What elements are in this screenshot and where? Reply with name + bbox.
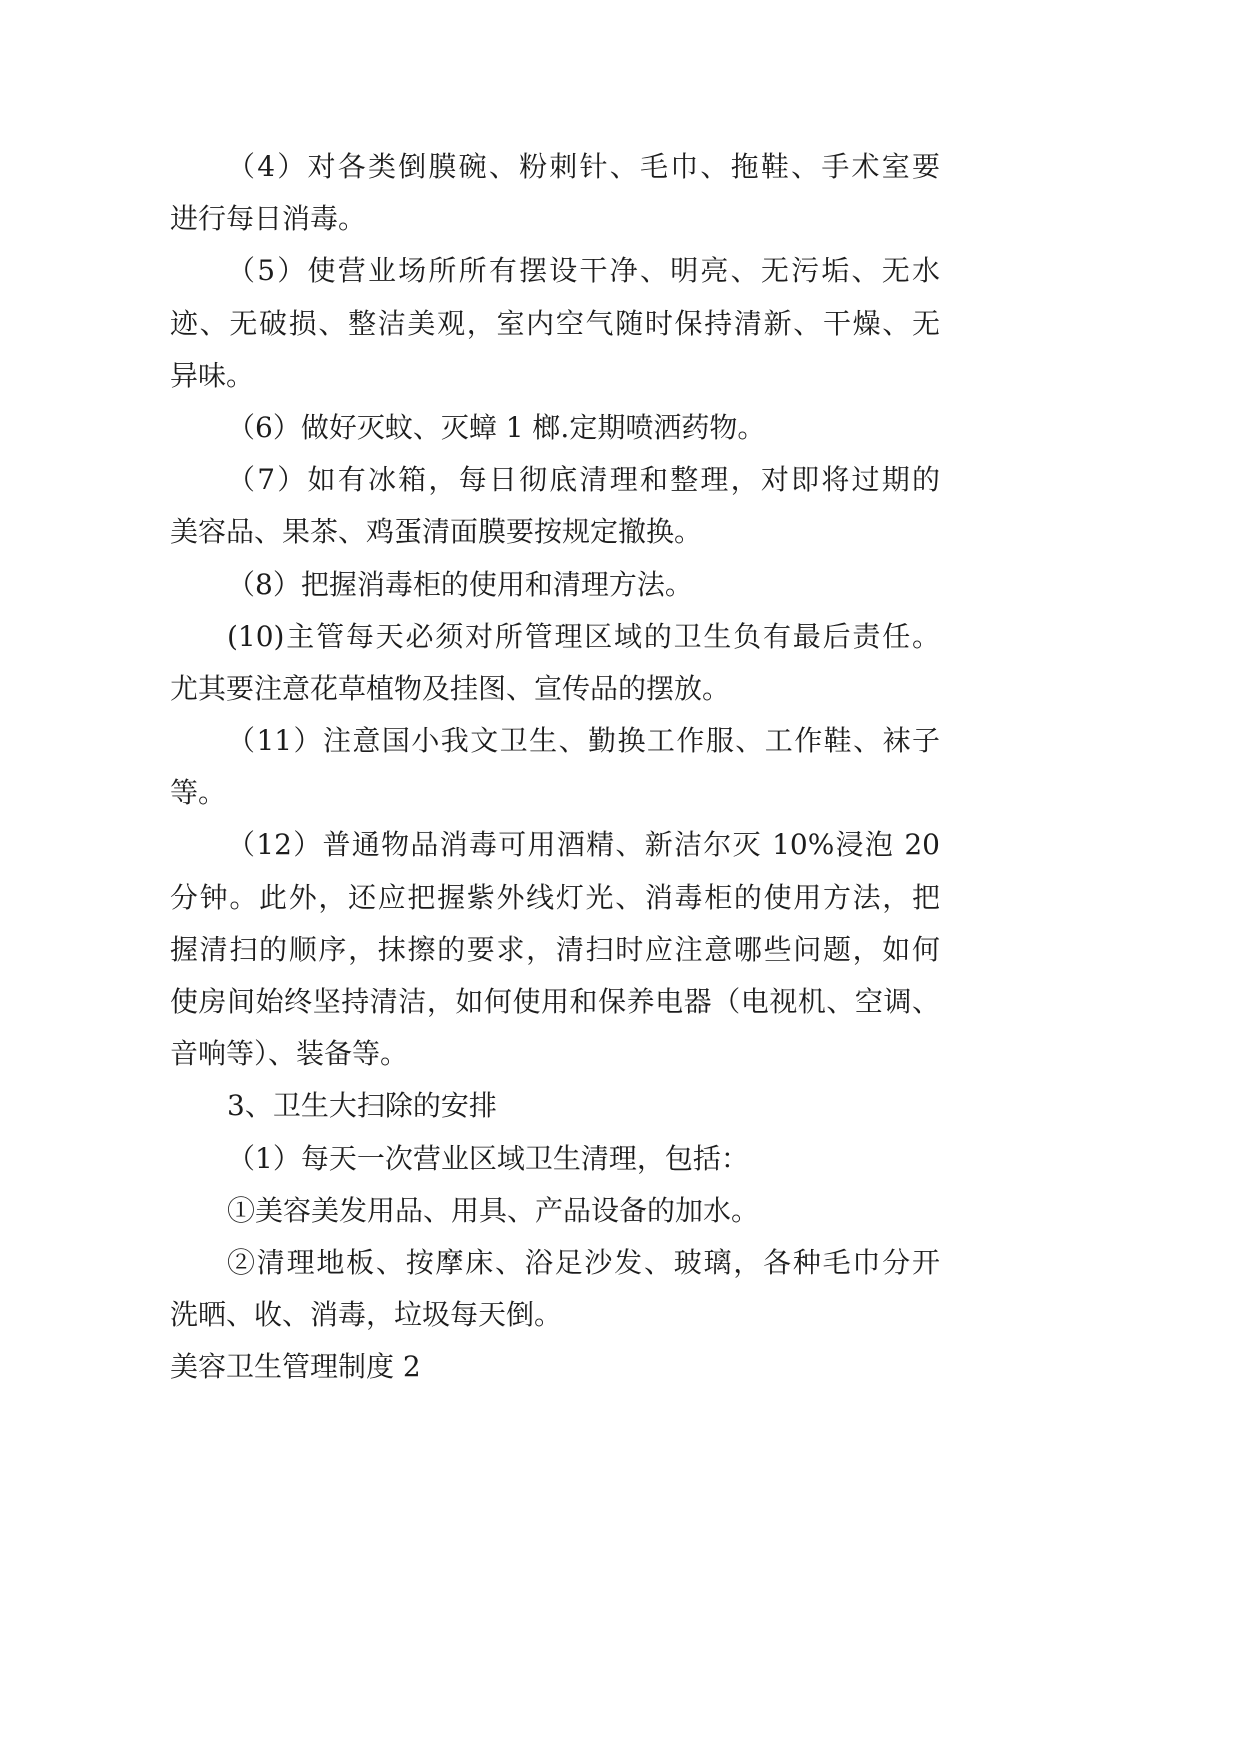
paragraph-item-6 — [170, 402, 940, 454]
paragraph-line: （12）普通物品消毒可用酒精、新洁尔灭 10%浸泡 20 — [227, 828, 940, 862]
paragraph-item-12 — [170, 819, 940, 1080]
paragraph-line: （1）每天一次营业区域卫生清理，包括： — [227, 1141, 749, 1175]
paragraph-item-1 — [170, 1133, 940, 1185]
paragraph-line: 等。 — [170, 776, 227, 810]
paragraph-line: （6）做好灭蚊、灭蟑 1 榔.定期喷洒药物。 — [227, 410, 766, 444]
paragraph-line: 进行每日消毒。 — [170, 202, 367, 236]
paragraph-line: (10)主管每天必须对所管理区域的卫生负有最后责任。 — [227, 619, 940, 653]
paragraph-item-10 — [170, 611, 940, 715]
paragraph-item-4 — [170, 141, 940, 245]
paragraph-line: 音响等）、装备等。 — [170, 1037, 409, 1071]
paragraph-line: （5）使营业场所所有摆设干净、明亮、无污垢、无水 — [227, 254, 940, 288]
paragraph-line: （4）对各类倒膜碗、粉刺针、毛巾、拖鞋、手术室要 — [227, 150, 940, 183]
paragraph-line: 尤其要注意花草植物及挂图、宣传品的摆放。 — [170, 671, 731, 705]
paragraph-item-5 — [170, 245, 940, 402]
paragraph-item-8 — [170, 559, 940, 611]
section-heading-text: 美容卫生管理制度 2 — [170, 1350, 421, 1384]
paragraph-line: 使房间始终坚持清洁，如何使用和保养电器（电视机、空调、 — [170, 985, 940, 1018]
document-body — [170, 141, 940, 1394]
paragraph-line: （7）如有冰箱，每日彻底清理和整理，对即将过期的 — [227, 463, 940, 497]
paragraph-item-7 — [170, 454, 940, 558]
section-heading — [170, 1341, 940, 1393]
subsection-heading-text: 3、卫生大扫除的安排 — [227, 1089, 497, 1123]
paragraph-line: ②清理地板、按摩床、浴足沙发、玻璃，各种毛巾分开 — [227, 1245, 940, 1279]
paragraph-line: 美容品、果茶、鸡蛋清面膜要按规定撤换。 — [170, 515, 703, 549]
paragraph-line: 洗晒、收、消毒，垃圾每天倒。 — [170, 1298, 563, 1332]
paragraph-line: 迹、无破损、整洁美观，室内空气随时保持清新、干燥、无 — [170, 306, 940, 340]
paragraph-circled-1 — [170, 1185, 940, 1237]
paragraph-line: ①美容美发用品、用具、产品设备的加水。 — [227, 1193, 760, 1227]
paragraph-line: （8）把握消毒柜的使用和清理方法。 — [227, 567, 693, 601]
paragraph-line: （11）注意国小我文卫生、勤换工作服、工作鞋、袜子 — [227, 724, 940, 758]
paragraph-circled-2 — [170, 1237, 940, 1341]
paragraph-line: 异味。 — [170, 358, 255, 392]
paragraph-item-11 — [170, 715, 940, 819]
paragraph-line: 握清扫的顺序，抹擦的要求，清扫时应注意哪些问题，如何 — [170, 932, 940, 966]
paragraph-line: 分钟。此外，还应把握紫外线灯光、消毒柜的使用方法，把 — [170, 880, 940, 914]
subsection-heading — [170, 1080, 940, 1132]
